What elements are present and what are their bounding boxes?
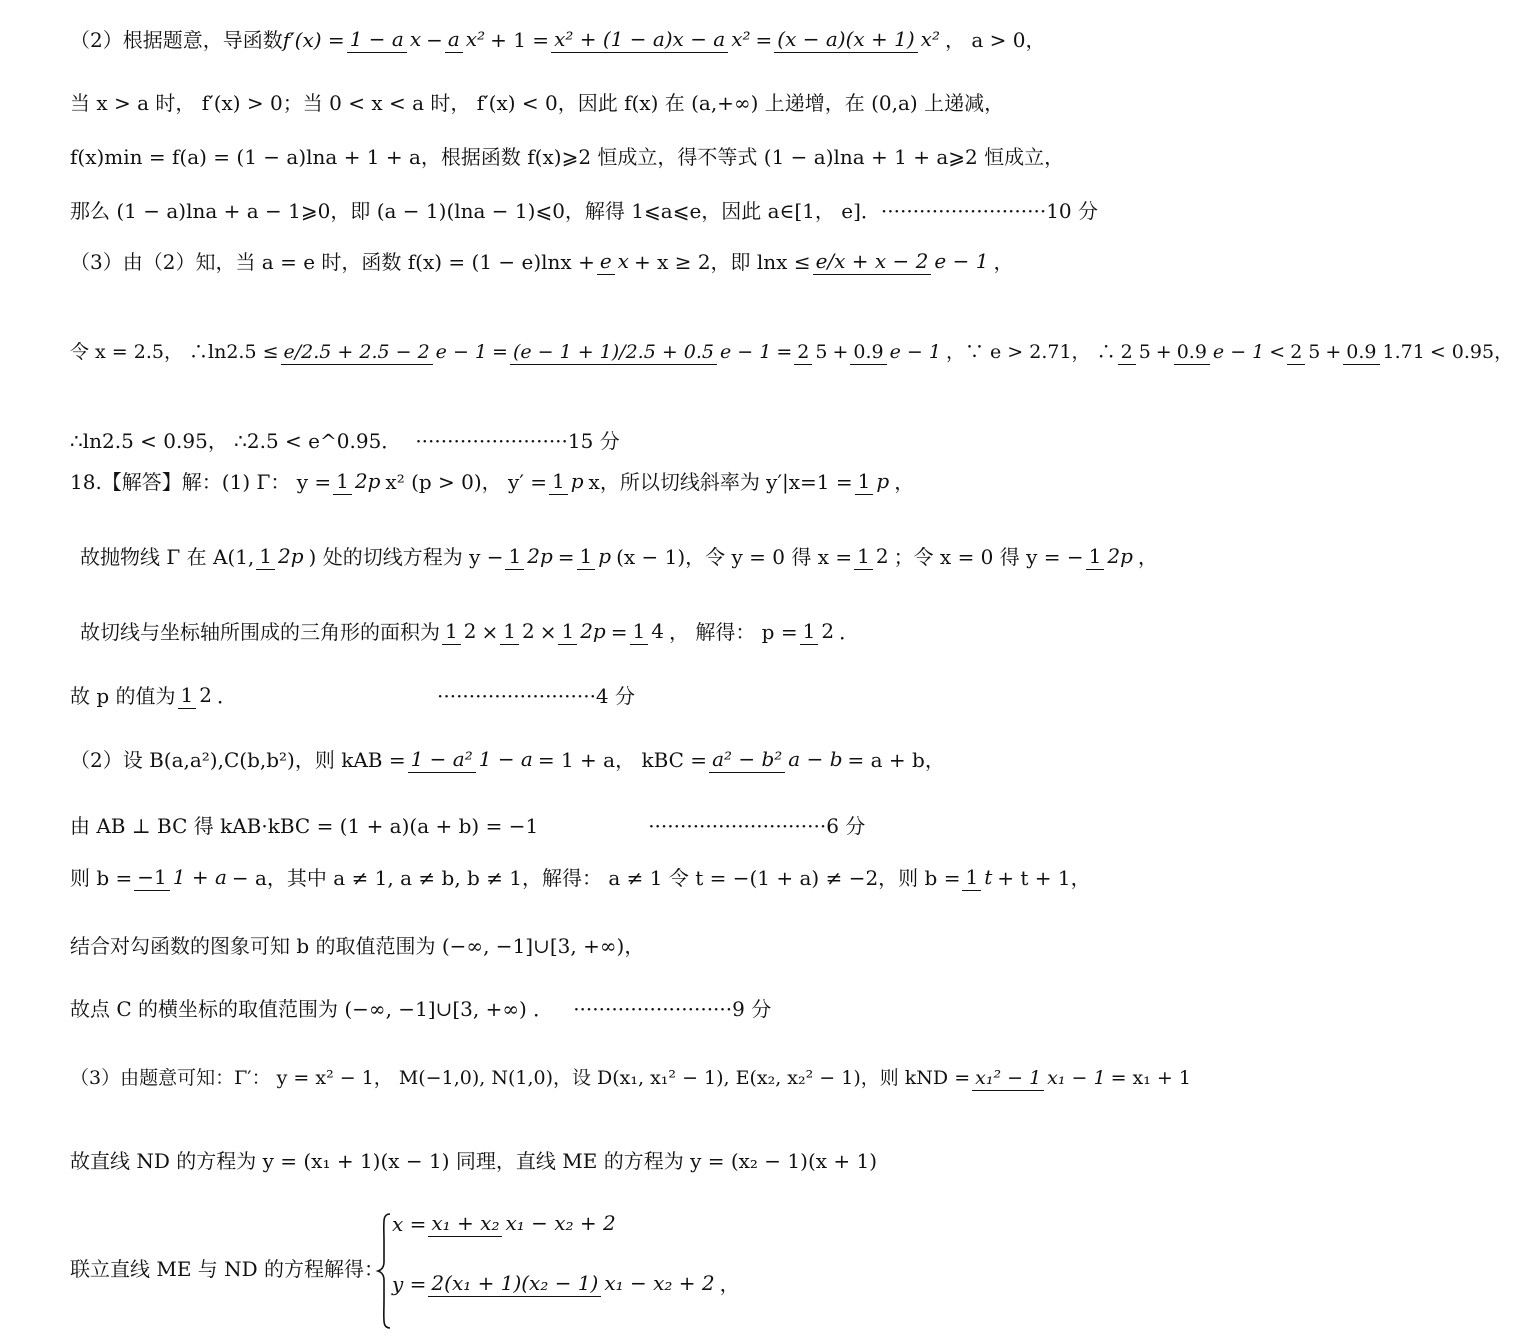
math: y = — [392, 1271, 427, 1296]
line-q18-part1 — [70, 470, 1080, 493]
line-triangle-area — [80, 620, 1080, 643]
fraction — [800, 620, 837, 643]
fraction — [854, 545, 891, 568]
numerator: e/x + x − 2 — [813, 249, 932, 275]
numerator: 1 — [855, 469, 874, 495]
line-c-range — [70, 998, 1080, 1020]
fraction — [549, 470, 587, 493]
text: + x ≥ 2，即 lnx ≤ — [633, 249, 811, 274]
text: 由 AB ⊥ BC 得 kAB·kBC = (1 + a)(a + b) = −1 — [70, 814, 539, 838]
fraction — [551, 28, 753, 51]
denominator: x² — [465, 27, 486, 51]
fraction — [1086, 545, 1136, 568]
text: （2）根据题意，导函数 — [70, 27, 283, 52]
denominator: x₁ − x₂ + 2 — [604, 1271, 715, 1295]
line-conclusion-15 — [70, 430, 1080, 452]
fraction — [813, 250, 992, 273]
fraction — [1118, 342, 1154, 364]
line-part3-intro — [70, 250, 1080, 273]
line-slopes — [70, 748, 1080, 771]
text: = 1 + a， kBC = — [537, 747, 708, 772]
fraction — [428, 1212, 618, 1235]
denominator: 2p — [1107, 544, 1133, 568]
denominator: a − b — [788, 747, 843, 771]
line-b-range — [70, 935, 1080, 957]
denominator: x — [617, 249, 629, 273]
left-brace-icon — [376, 1212, 392, 1330]
denominator: 1.71 — [1382, 341, 1425, 363]
score-marker: ·························9 分 — [573, 997, 772, 1021]
denominator: 1 + a — [172, 865, 227, 889]
denominator: 2p — [354, 469, 381, 493]
numerator: 2 — [1287, 341, 1305, 365]
numerator: 0.9 — [1174, 341, 1210, 365]
text: 故抛物线 Γ 在 A(1, — [80, 544, 255, 569]
math: × — [481, 619, 499, 644]
line-p-value — [70, 684, 1080, 707]
line-derivative — [70, 28, 1080, 51]
math: + 1 = — [490, 27, 550, 52]
denominator: p — [570, 469, 584, 493]
math: = — [776, 341, 793, 364]
text: ∴ln2.5 < 0.95， ∴2.5 < e^0.95． — [70, 429, 402, 453]
numerator: 2 — [794, 341, 812, 365]
denominator: 5 — [1138, 341, 1151, 363]
text: ， — [993, 249, 1014, 274]
denominator: 2 — [463, 619, 477, 643]
math: = — [492, 341, 508, 364]
denominator: x² — [731, 27, 751, 51]
text: 联立直线 ME 与 ND 的方程解得： — [70, 1257, 385, 1281]
denominator: 2p — [278, 544, 304, 568]
text: 故 p 的值为 — [70, 683, 176, 708]
denominator: 2p — [527, 544, 553, 568]
text: x，所以切线斜率为 y′|x=1 = — [588, 469, 853, 494]
math: − — [426, 27, 443, 52]
text: = x₁ + 1 — [1110, 1067, 1191, 1090]
numerator: 1 — [256, 544, 275, 570]
text: ． — [217, 683, 237, 708]
line-range-a — [70, 199, 1099, 223]
system-row-y — [392, 1272, 1080, 1295]
numerator: 1 — [854, 544, 873, 570]
fraction — [855, 470, 893, 493]
math: + — [832, 341, 849, 364]
fraction — [972, 1068, 1108, 1090]
system-row-x — [392, 1212, 1080, 1235]
fraction — [630, 620, 667, 643]
score-marker: ························15 分 — [415, 429, 620, 453]
math: + — [1155, 341, 1172, 364]
text: ) 处的切线方程为 y − — [308, 544, 504, 569]
math: ， a > 0， — [944, 27, 1046, 52]
denominator: p — [598, 544, 612, 568]
denominator: x₁ − x₂ + 2 — [505, 1211, 616, 1235]
fraction — [794, 342, 830, 364]
numerator: 1 — [549, 469, 568, 495]
text: = a + b， — [847, 747, 945, 772]
numerator: 2 — [1118, 341, 1136, 365]
fraction — [1343, 342, 1428, 364]
numerator: 1 — [178, 683, 197, 709]
text: f(x)min = f(a) = (1 − a)lna + 1 + a，根据函数 f(x)⩾2 恒成立，得不等式 (1 − a)lna + 1 + a⩾2 恒成立， — [70, 145, 1065, 169]
text: ， — [1137, 544, 1158, 569]
denominator: 5 — [1308, 341, 1321, 363]
fraction — [850, 342, 944, 364]
math: × — [539, 619, 557, 644]
numerator: 1 − a² — [408, 747, 476, 773]
denominator: e − 1 — [1212, 341, 1265, 363]
numerator: (e − 1 + 1)/2.5 + 0.5 — [510, 341, 717, 365]
numerator: 1 — [1086, 544, 1105, 570]
fraction — [962, 866, 995, 889]
denominator: x₁ − 1 — [1047, 1067, 1106, 1089]
numerator: 0.9 — [1343, 341, 1379, 365]
fraction — [134, 866, 230, 889]
denominator: 2p — [580, 619, 606, 643]
text: x² (p > 0)， y′ = — [385, 469, 547, 494]
numerator: 1 — [442, 619, 461, 645]
text: 故直线 ND 的方程为 y = (x₁ + 1)(x − 1) 同理，直线 ME 的方程为 y = (x₂ − 1)(x + 1) — [70, 1149, 878, 1173]
denominator: e − 1 — [435, 341, 488, 363]
fraction — [709, 748, 845, 771]
text: （3）由（2）知，当 a = e 时，函数 f(x) = (1 − e)lnx + — [70, 249, 595, 274]
numerator: 1 — [630, 619, 649, 645]
text: （2）设 B(a,a²),C(b,b²)，则 kAB = — [70, 747, 406, 772]
numerator: 1 — [500, 619, 519, 645]
numerator: x₁² − 1 — [972, 1067, 1044, 1091]
fraction — [347, 28, 424, 51]
numerator: 1 — [962, 865, 981, 891]
text: 18.【解答】解：(1) Γ： y = — [70, 469, 332, 494]
text: 结合对勾函数的图象可知 b 的取值范围为 (−∞, −1]∪[3, +∞)， — [70, 934, 645, 958]
numerator: e/2.5 + 2.5 − 2 — [281, 341, 433, 365]
math: = — [557, 544, 575, 569]
math: + — [1325, 341, 1342, 364]
numerator: (x − a)(x + 1) — [774, 27, 917, 53]
fraction — [1287, 342, 1323, 364]
numerator: x₁ + x₂ — [428, 1211, 502, 1237]
denominator: e − 1 — [720, 341, 772, 363]
denominator: 2 — [875, 544, 889, 568]
denominator: 2 — [521, 619, 535, 643]
fraction — [500, 620, 537, 643]
text: ，∵ e > 2.71， ∴ — [945, 341, 1116, 364]
math: < — [1269, 341, 1286, 364]
numerator: a² − b² — [709, 747, 785, 773]
text: 令 x = 2.5， ∴ln2.5 ≤ — [70, 341, 279, 364]
fraction — [597, 250, 632, 273]
math: f′(x) = — [282, 27, 345, 52]
text: （3）由题意可知：Γ′： y = x² − 1， M(−1,0), N(1,0)，设 D(x₁, x₁² − 1), E(x₂, x₂² − 1)，则 kND = — [70, 1067, 971, 1090]
math: x = — [392, 1211, 427, 1236]
math: = — [610, 619, 628, 644]
text: ， — [894, 469, 915, 494]
denominator: t — [984, 865, 993, 889]
fraction — [428, 1272, 717, 1295]
math: ， — [719, 1271, 740, 1296]
line-monotonic — [70, 92, 1080, 114]
math: < 0.95， — [1429, 341, 1513, 364]
line-part3-setup — [70, 1067, 1191, 1090]
text: + t + 1， — [997, 865, 1091, 890]
fraction — [408, 748, 536, 771]
text: 则 b = — [70, 865, 133, 890]
fraction — [445, 28, 488, 51]
text: ． — [839, 619, 860, 644]
denominator: 4 — [651, 619, 664, 643]
denominator: 1 − a — [478, 747, 533, 771]
fraction — [577, 545, 615, 568]
text: 当 x > a 时， f′(x) > 0；当 0 < x < a 时， f′(x) < 0，因此 f(x) 在 (a,+∞) 上递增，在 (0,a) 上递减， — [70, 91, 1005, 115]
score-marker: ··························10 分 — [880, 199, 1099, 223]
numerator: a — [445, 27, 463, 53]
numerator: 1 — [333, 469, 352, 495]
line-b-expression — [70, 865, 1091, 890]
line-tangent — [80, 544, 1158, 569]
fraction — [1174, 342, 1268, 364]
denominator: e − 1 — [934, 249, 989, 273]
text: ， 解得： p = — [668, 619, 798, 644]
fraction — [774, 28, 943, 51]
fraction — [333, 470, 383, 493]
numerator: 1 − a — [347, 27, 407, 53]
numerator: 0.9 — [850, 341, 886, 365]
denominator: e − 1 — [889, 341, 941, 363]
numerator: 1 — [577, 544, 596, 570]
line-minimum — [70, 146, 1080, 168]
numerator: 1 — [558, 619, 577, 645]
text: (x − 1)，令 y = 0 得 x = — [616, 544, 853, 569]
line-substitution — [70, 341, 1513, 364]
text: ；令 x = 0 得 y = − — [893, 544, 1084, 569]
denominator: 2 — [199, 683, 212, 707]
numerator: e — [597, 249, 615, 275]
denominator: x² — [920, 27, 940, 51]
denominator: x — [409, 27, 422, 51]
numerator: x² + (1 − a)x − a — [551, 27, 728, 53]
numerator: −1 — [134, 865, 169, 891]
text: 那么 (1 − a)lna + a − 1⩾0，即 (a − 1)(lna − 1)⩽0，解得 1⩽a⩽e，因此 a∈[1， e]． — [70, 199, 881, 223]
fraction — [558, 620, 608, 643]
fraction — [510, 342, 774, 364]
denominator: 2 — [821, 619, 835, 643]
fraction — [178, 684, 215, 707]
fraction — [442, 620, 479, 643]
denominator: p — [876, 469, 890, 493]
text: 故点 C 的横坐标的取值范围为 (−∞, −1]∪[3, +∞) ． — [70, 997, 554, 1021]
fraction — [505, 545, 555, 568]
numerator: 2(x₁ + 1)(x₂ − 1) — [428, 1271, 601, 1297]
text: − a，其中 a ≠ 1, a ≠ b, b ≠ 1，解得： a ≠ 1 令 t = −(1 + a) ≠ −2，则 b = — [231, 865, 961, 890]
denominator: 5 — [815, 341, 828, 363]
score-marker: ····························6 分 — [648, 814, 866, 838]
math: = — [755, 27, 773, 52]
line-lines-equations — [70, 1150, 1080, 1172]
score-marker: ·························4 分 — [437, 683, 636, 708]
fraction — [281, 342, 491, 364]
numerator: 1 — [505, 544, 524, 570]
line-perpendicular — [70, 815, 1080, 837]
numerator: 1 — [800, 619, 819, 645]
text: 故切线与坐标轴所围成的三角形的面积为 — [80, 619, 440, 644]
fraction — [256, 545, 306, 568]
